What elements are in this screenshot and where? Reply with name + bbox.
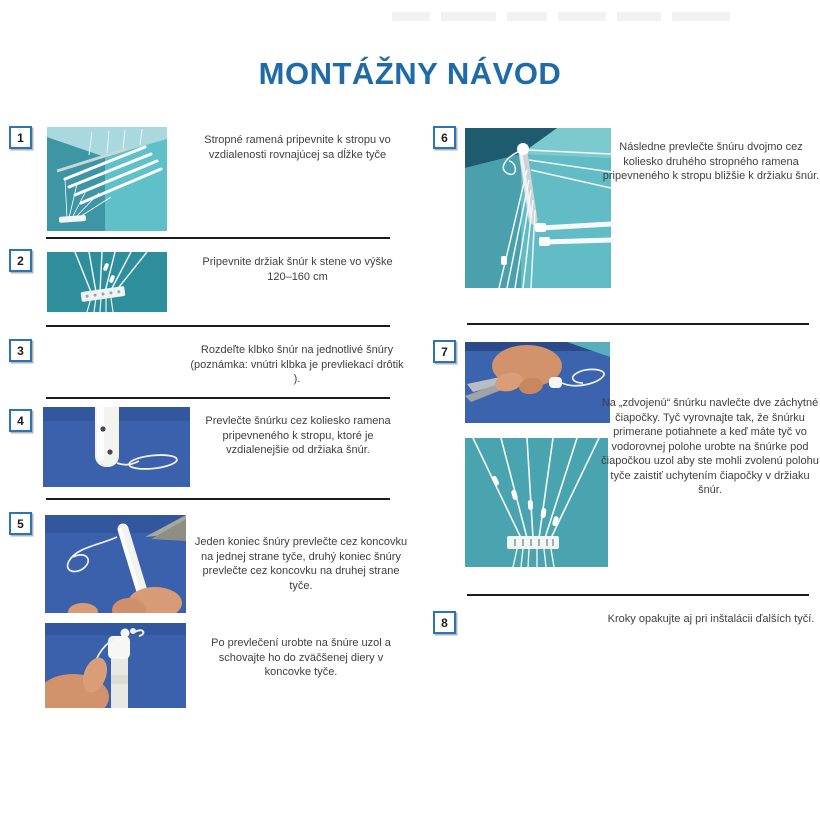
step-2-text: Pripevnite držiak šnúr k stene vo výške 120–160 cm bbox=[202, 256, 393, 283]
step-7-text: Na „zdvojenú“ šnúrku navlečte dve záchytné čiapočky. Tyč vyrovnajte tak, že šnúrku primerane potiahnete a keď máte tyč vo vodorovnej polohe urobte na šnúrke pod čiapočkou uzol aby ste mohli zvolenú polohu tyče zaistiť uchytením čiapočky v držiaku šnúr. bbox=[601, 397, 819, 496]
step-3-number-badge bbox=[9, 339, 32, 362]
step-7-photo-cap-on-cord bbox=[465, 342, 610, 423]
step-6-number: 6 bbox=[441, 130, 448, 145]
divider bbox=[46, 498, 390, 500]
step-4-number-badge bbox=[9, 409, 32, 432]
step-2-number: 2 bbox=[17, 253, 24, 268]
divider bbox=[46, 237, 390, 239]
step-5-photo-threading-cord bbox=[45, 515, 186, 613]
step-1-number-badge bbox=[9, 126, 32, 149]
step-3-text: Rozdeľte klbko šnúr na jednotlivé šnúry (poznámka: vnútri klbka je prevliekací drôtik ). bbox=[190, 344, 404, 385]
step-5-text-2: Po prevlečení urobte na šnúre uzol a schovajte ho do zväčšenej diery v koncovke tyče. bbox=[211, 637, 391, 678]
step-4-text: Prevlečte šnúrku cez koliesko ramena pripevneného k stropu, ktoré je vzdialenejšie od držiaka šnúr. bbox=[205, 415, 391, 456]
step-6-number-badge bbox=[433, 126, 456, 149]
step-4-photo-rod-end bbox=[43, 407, 190, 487]
step-2-number-badge bbox=[9, 249, 32, 272]
step-5-photo-knot-in-end-cap bbox=[45, 623, 186, 708]
step-8-number-badge bbox=[433, 611, 456, 634]
step-1-photo-ceiling-dryer bbox=[47, 127, 167, 231]
step-7-number: 7 bbox=[441, 344, 448, 359]
step-2-photo-cord-holder bbox=[47, 252, 167, 312]
divider bbox=[467, 323, 809, 325]
step-1-number: 1 bbox=[17, 130, 24, 145]
step-6-text: Následne prevlečte šnúru dvojmo cez koliesko druhého stropného ramena pripevneného k stropu bližšie k držiaku šnúr. bbox=[602, 141, 820, 182]
step-5-text: Jeden koniec šnúry prevlečte cez koncovku na jednej strane tyče, druhý koniec šnúry prevlečte cez koncovku na druhej strane tyče. bbox=[194, 536, 408, 592]
page-title: MONTÁŽNY NÁVOD bbox=[258, 56, 562, 91]
step-7-number-badge bbox=[433, 340, 456, 363]
divider bbox=[46, 397, 390, 399]
step-8-number: 8 bbox=[441, 615, 448, 630]
step-5-number-badge bbox=[9, 512, 32, 535]
step-6-photo-ceiling-pulley bbox=[465, 128, 611, 288]
faint-header-text bbox=[392, 12, 730, 21]
step-4-number: 4 bbox=[17, 413, 24, 428]
step-7-photo-cords-with-caps bbox=[465, 438, 608, 567]
step-5-number: 5 bbox=[17, 516, 24, 531]
divider bbox=[46, 325, 390, 327]
step-3-number: 3 bbox=[17, 343, 24, 358]
step-8-text: Kroky opakujte aj pri inštalácii ďalších tyčí. bbox=[607, 613, 815, 625]
divider bbox=[467, 594, 809, 596]
step-1-text: Stropné ramená pripevnite k stropu vo vzdialenosti rovnajúcej sa dĺžke tyče bbox=[204, 134, 391, 161]
